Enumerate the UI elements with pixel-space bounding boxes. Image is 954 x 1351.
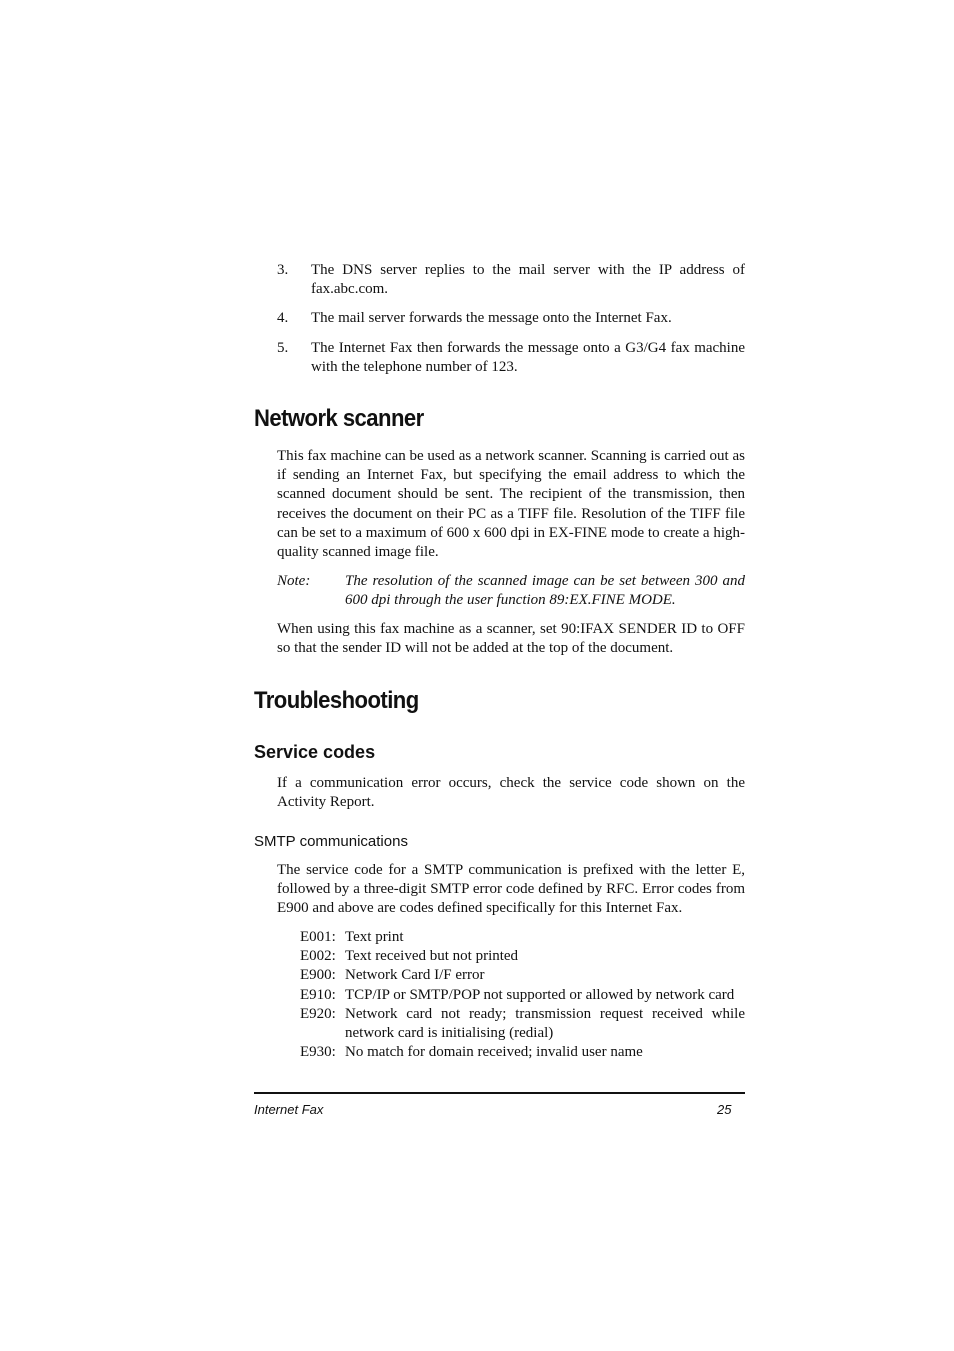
service-code-description: No match for domain received; invalid user name bbox=[345, 1044, 643, 1061]
service-code-description: Text print bbox=[345, 929, 404, 945]
troubleshooting-heading: Troubleshooting bbox=[254, 687, 419, 714]
list-item bbox=[300, 1043, 745, 1062]
service-code-description: Network card not ready; transmission request received while network card is initialising (redial) bbox=[345, 1005, 745, 1042]
service-code: E920: bbox=[300, 1005, 336, 1022]
footer-divider bbox=[254, 1092, 745, 1094]
service-code: E900: bbox=[300, 967, 336, 984]
list-item bbox=[277, 261, 745, 299]
service-codes-paragraph: If a communication error occurs, check the service code shown on the Activity Report. bbox=[277, 775, 745, 811]
service-codes-heading: Service codes bbox=[254, 742, 376, 762]
page-number: 25 bbox=[717, 1102, 732, 1117]
service-code-description: Network Card I/F error bbox=[345, 967, 485, 984]
list-item bbox=[300, 986, 745, 1005]
network-scanner-paragraph: This fax machine can be used as a network scanner. Scanning is carried out as if sending an Internet Fax, but specifying the email address to which the scanned document should be sent. The recipient of the transmission, then receives the document on their PC as a TIFF file. Resolution of the TIFF file can be set to a maximum of 600 x 600 dpi in EX-FINE mode to create a high-quality scanned image file. bbox=[277, 448, 745, 561]
service-code-description: Text received but not printed bbox=[345, 948, 519, 965]
footer-title: Internet Fax bbox=[254, 1102, 324, 1117]
list-item bbox=[300, 966, 745, 985]
numbered-steps bbox=[277, 261, 745, 387]
network-scanner-heading: Network scanner bbox=[254, 405, 424, 432]
step-number: 5. bbox=[277, 339, 289, 356]
smtp-paragraph: The service code for a SMTP communication is prefixed with the letter E, followed by a three-digit SMTP error code defined by RFC. Error codes from E900 and above are codes defined specifically for this Internet Fax. bbox=[277, 862, 745, 917]
step-number: 4. bbox=[277, 310, 289, 327]
list-item bbox=[277, 339, 745, 377]
step-text: The mail server forwards the message onto the Internet Fax. bbox=[311, 310, 672, 327]
note-label: Note: bbox=[277, 573, 311, 589]
service-code: E002: bbox=[300, 948, 336, 965]
step-text: The DNS server replies to the mail server with the IP address of fax.abc.com. bbox=[311, 262, 745, 298]
list-item bbox=[300, 947, 745, 966]
step-text: The Internet Fax then forwards the message onto a G3/G4 fax machine with the telephone number of 123. bbox=[311, 339, 745, 375]
list-item bbox=[300, 928, 745, 947]
service-code-description: TCP/IP or SMTP/POP not supported or allowed by network card bbox=[345, 986, 735, 1003]
scanner-sender-id-paragraph: When using this fax machine as a scanner, set 90:IFAX SENDER ID to OFF so that the sender ID will not be added at the top of the document. bbox=[277, 621, 745, 657]
service-code: E910: bbox=[300, 986, 336, 1003]
list-item bbox=[300, 1005, 745, 1043]
service-code: E930: bbox=[300, 1044, 336, 1061]
step-number: 3. bbox=[277, 262, 289, 278]
note-text: The resolution of the scanned image can be set between 300 and 600 dpi through the user function 89:EX.FINE MODE. bbox=[345, 573, 745, 609]
service-code-list bbox=[300, 928, 745, 1062]
note-block bbox=[277, 572, 745, 610]
service-code: E001: bbox=[300, 929, 336, 945]
smtp-communications-heading: SMTP communications bbox=[254, 833, 408, 850]
list-item bbox=[277, 309, 745, 328]
